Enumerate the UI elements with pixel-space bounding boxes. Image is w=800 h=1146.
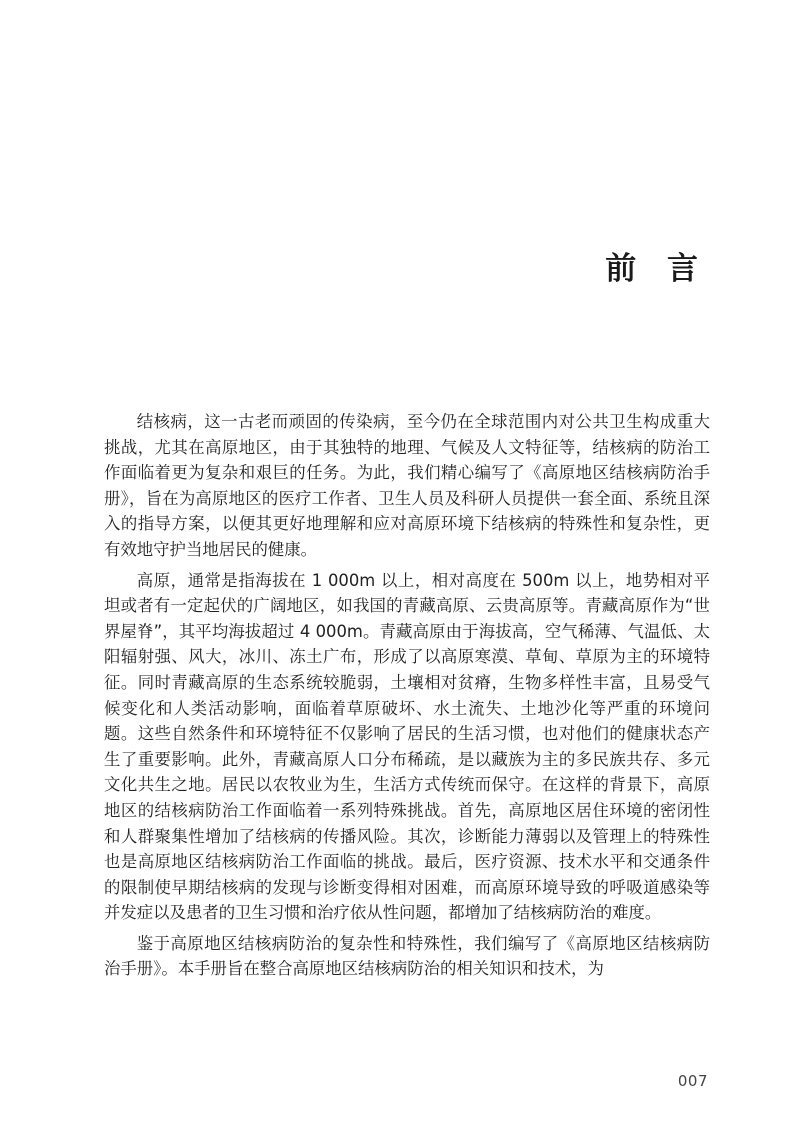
page-title: 前 言: [605, 251, 708, 287]
paragraph-2: 高原，通常是指海拔在 1 000m 以上，相对高度在 500m 以上，地势相对平坦或者有一定起伏的广阔地区，如我国的青藏高原、云贵高原等。青藏高原作为“世界屋脊”，其平均海拔超过 4 000m。青藏高原由于海拔高，空气稀薄、气温低、太阳辐射强、风大，冰川、冻土广布，形成了以高原寒漠、草甸、草原为主的环境特征。同时青藏高原的生态系统较脆弱，土壤相对贫瘠，生物多样性丰富，且易受气候变化和人类活动影响，面临着草原破坏、水土流失、土地沙化等严重的环境问题。这些自然条件和环境特征不仅影响了居民的生活习惯，也对他们的健康状态产生了重要影响。此外，青藏高原人口分布稀疏，是以藏族为主的多民族共存、多元文化共生之地。居民以农牧业为生，生活方式传统而保守。在这样的背景下，高原地区的结核病防治工作面临着一系列特殊挑战。首先，高原地区居住环境的密闭性和人群聚集性增加了结核病的传播风险。其次，诊断能力薄弱以及管理上的特殊性也是高原地区结核病防治工作面临的挑战。最后，医疗资源、技术水平和交通条件的限制使早期结核病的发现与诊断变得相对困难，而高原环境导致的呼吸道感染等并发症以及患者的卫生习惯和治疗依从性问题，都增加了结核病防治的难度。: [104, 570, 710, 923]
paragraph-1: 结核病，这一古老而顽固的传染病，至今仍在全球范围内对公共卫生构成重大挑战，尤其在高原地区，由于其独特的地理、气候及人文特征等，结核病的防治工作面临着更为复杂和艰巨的任务。为此，我们精心编写了《高原地区结核病防治手册》，旨在为高原地区的医疗工作者、卫生人员及科研人员提供一套全面、系统且深入的指导方案，以便其更好地理解和应对高原环境下结核病的特殊性和复杂性，更有效地守护当地居民的健康。: [104, 412, 710, 559]
page-number: 007: [677, 1072, 708, 1090]
paragraph-3: 鉴于高原地区结核病防治的复杂性和特殊性，我们编写了《高原地区结核病防治手册》。本手册旨在整合高原地区结核病防治的相关知识和技术，为: [104, 933, 710, 979]
preface-body: [104, 409, 710, 987]
